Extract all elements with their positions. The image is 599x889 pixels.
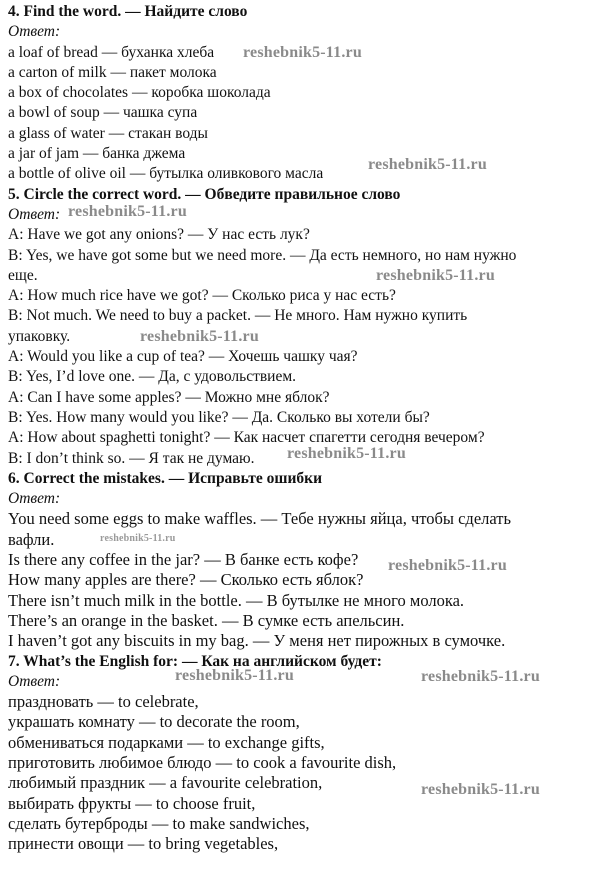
section-5-heading: 5. Circle the correct word. — Обведите правильное слово xyxy=(8,185,401,203)
section-6-line: You need some eggs to make waffles. — Тебе нужны яйца, чтобы сделать xyxy=(8,509,512,529)
section-4-line: a jar of jam — банка джема xyxy=(8,145,186,163)
section-4-answer-label: Ответ: xyxy=(8,23,61,41)
section-5-line: B: Yes, I’d love one. — Да, с удовольствием. xyxy=(8,368,297,386)
section-4-line: a glass of water — стакан воды xyxy=(8,124,208,142)
watermark: reshebnik5-11.ru xyxy=(140,328,259,345)
watermark: reshebnik5-11.ru xyxy=(388,557,507,574)
section-6-line: There’s an orange in the basket. — В сумке есть апельсин. xyxy=(8,610,405,630)
section-7-line: украшать комнату — to decorate the room, xyxy=(8,712,300,732)
watermark: reshebnik5-11.ru xyxy=(421,668,540,685)
section-6-line: How many apples are there? — Сколько есть яблок? xyxy=(8,570,364,590)
section-5-line: A: How much rice have we got? — Сколько риса у нас есть? xyxy=(8,287,396,305)
section-5-line: еще. xyxy=(8,266,38,284)
watermark: reshebnik5-11.ru xyxy=(368,156,487,173)
section-6-line: Is there any coffee in the jar? — В банке есть кофе? xyxy=(8,550,359,570)
document xyxy=(8,2,596,854)
section-7-line: выбирать фрукты — to choose fruit, xyxy=(8,793,256,813)
section-5-line: B: Yes. How many would you like? — Да. Сколько вы хотели бы? xyxy=(8,408,430,426)
section-6-line: вафли. xyxy=(8,529,55,549)
section-5-line: A: Can I have some apples? — Можно мне яблок? xyxy=(8,388,330,406)
section-5-line: A: Would you like a cup of tea? — Хочешь чашку чая? xyxy=(8,348,358,366)
watermark: reshebnik5-11.ru xyxy=(100,533,176,544)
section-7-line: приготовить любимое блюдо — to cook a favourite dish, xyxy=(8,752,397,772)
section-4-line: a loaf of bread — буханка хлеба xyxy=(8,43,215,61)
watermark: reshebnik5-11.ru xyxy=(68,203,187,220)
section-4-line: a bowl of soup — чашка супа xyxy=(8,104,198,122)
section-6-heading: 6. Correct the mistakes. — Исправьте ошибки xyxy=(8,469,323,487)
section-6-line: There isn’t much milk in the bottle. — В бутылке не много молока. xyxy=(8,590,465,610)
section-4-line: a bottle of olive oil — бутылка оливкового масла xyxy=(8,165,324,183)
watermark: reshebnik5-11.ru xyxy=(421,781,540,798)
section-4-line: a carton of milk — пакет молока xyxy=(8,63,217,81)
section-5-line: упаковку. xyxy=(8,327,71,345)
section-5-line: B: Yes, we have got some but we need more. — Да есть немного, но нам нужно xyxy=(8,246,517,264)
section-5-line: B: I don’t think so. — Я так не думаю. xyxy=(8,449,255,467)
section-6-line: I haven’t got any biscuits in my bag. — У меня нет пирожных в сумочке. xyxy=(8,631,506,651)
section-5-line: A: Have we got any onions? — У нас есть лук? xyxy=(8,226,310,244)
section-7-line: сделать бутерброды — to make sandwiches, xyxy=(8,813,310,833)
watermark: reshebnik5-11.ru xyxy=(287,445,406,462)
section-5-answer-label: Ответ: xyxy=(8,205,61,223)
section-7-line: обмениваться подарками — to exchange gifts, xyxy=(8,732,325,752)
section-4-heading: 4. Find the word. — Найдите слово xyxy=(8,3,248,20)
section-6-answer-label: Ответ: xyxy=(8,490,61,508)
section-4-line: a box of chocolates — коробка шоколада xyxy=(8,84,271,102)
section-7-line: любимый праздник — a favourite celebration, xyxy=(8,773,323,793)
section-7-answer-label: Ответ: xyxy=(8,672,61,690)
section-5-line: B: Not much. We need to buy a packet. — Не много. Нам нужно купить xyxy=(8,307,468,325)
watermark: reshebnik5-11.ru xyxy=(376,267,495,284)
section-5-line: A: How about spaghetti tonight? — Как насчет спагетти сегодня вечером? xyxy=(8,429,485,447)
section-7-line: праздновать — to celebrate, xyxy=(8,692,199,712)
section-7-line: принести овощи — to bring vegetables, xyxy=(8,834,279,854)
section-7-heading: 7. What’s the English for: — Как на английском будет: xyxy=(8,652,382,670)
watermark: reshebnik5-11.ru xyxy=(175,667,294,684)
watermark: reshebnik5-11.ru xyxy=(243,44,362,61)
